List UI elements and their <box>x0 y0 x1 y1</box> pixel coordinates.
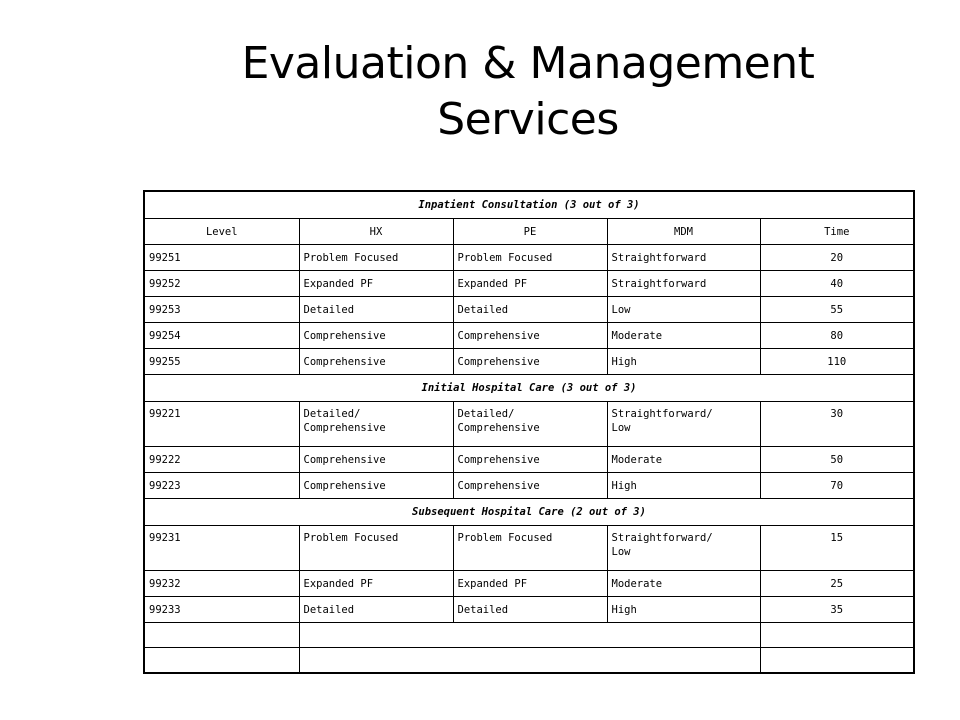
table-header-row <box>144 219 914 245</box>
header-mdm: MDM <box>607 219 760 245</box>
cell-level: 99221 <box>144 402 299 447</box>
cell-pe: Detailed/ Comprehensive <box>453 402 607 447</box>
table-row <box>144 271 914 297</box>
cell-mdm: Moderate <box>607 571 760 597</box>
cell-mdm: Straightforward <box>607 245 760 271</box>
cell-level: 99255 <box>144 349 299 375</box>
cell-pe: Comprehensive <box>453 323 607 349</box>
cell-time: 70 <box>760 473 914 499</box>
em-codes-table <box>143 190 915 674</box>
table-row <box>144 597 914 623</box>
cell-mdm: Moderate <box>607 447 760 473</box>
cell-mdm: Moderate <box>607 323 760 349</box>
cell-time: 110 <box>760 349 914 375</box>
cell-time: 35 <box>760 597 914 623</box>
section-row-initial-hospital-care <box>144 375 914 402</box>
cell-hx: Expanded PF <box>299 571 453 597</box>
cell-time: 55 <box>760 297 914 323</box>
empty-cell-merged <box>299 623 760 648</box>
cell-time: 25 <box>760 571 914 597</box>
empty-cell-merged <box>299 648 760 674</box>
section-title: Initial Hospital Care (3 out of 3) <box>144 375 914 402</box>
table-row <box>144 349 914 375</box>
section-title: Subsequent Hospital Care (2 out of 3) <box>144 499 914 526</box>
cell-level: 99254 <box>144 323 299 349</box>
cell-pe: Comprehensive <box>453 473 607 499</box>
cell-mdm: High <box>607 473 760 499</box>
cell-level: 99253 <box>144 297 299 323</box>
cell-mdm: Straightforward <box>607 271 760 297</box>
cell-mdm: Low <box>607 297 760 323</box>
section-row-subsequent-hospital-care <box>144 499 914 526</box>
cell-hx: Detailed/ Comprehensive <box>299 402 453 447</box>
empty-cell <box>144 648 299 674</box>
cell-pe: Problem Focused <box>453 245 607 271</box>
cell-mdm: High <box>607 349 760 375</box>
cell-level: 99222 <box>144 447 299 473</box>
cell-pe: Expanded PF <box>453 571 607 597</box>
section-row-inpatient-consultation <box>144 191 914 219</box>
cell-time: 30 <box>760 402 914 447</box>
cell-pe: Comprehensive <box>453 447 607 473</box>
slide-title-line-1: Evaluation & Management <box>241 38 815 89</box>
cell-time: 15 <box>760 526 914 571</box>
cell-pe: Detailed <box>453 297 607 323</box>
cell-level: 99233 <box>144 597 299 623</box>
header-pe: PE <box>453 219 607 245</box>
cell-hx: Problem Focused <box>299 526 453 571</box>
cell-hx: Comprehensive <box>299 473 453 499</box>
cell-hx: Comprehensive <box>299 349 453 375</box>
empty-cell <box>760 648 914 674</box>
slide-title-line-2: Services <box>437 94 619 145</box>
table-row <box>144 473 914 499</box>
cell-pe: Problem Focused <box>453 526 607 571</box>
cell-hx: Problem Focused <box>299 245 453 271</box>
header-hx: HX <box>299 219 453 245</box>
cell-hx: Detailed <box>299 597 453 623</box>
cell-hx: Detailed <box>299 297 453 323</box>
cell-pe: Detailed <box>453 597 607 623</box>
cell-hx: Comprehensive <box>299 447 453 473</box>
cell-time: 50 <box>760 447 914 473</box>
table-row <box>144 297 914 323</box>
empty-cell <box>760 623 914 648</box>
empty-cell <box>144 623 299 648</box>
cell-hx: Comprehensive <box>299 323 453 349</box>
cell-level: 99223 <box>144 473 299 499</box>
cell-time: 80 <box>760 323 914 349</box>
cell-mdm: Straightforward/ Low <box>607 402 760 447</box>
table-row <box>144 571 914 597</box>
table-row <box>144 447 914 473</box>
table-row <box>144 245 914 271</box>
table-row <box>144 323 914 349</box>
cell-time: 20 <box>760 245 914 271</box>
header-level: Level <box>144 219 299 245</box>
table-row <box>144 526 914 571</box>
cell-mdm: High <box>607 597 760 623</box>
cell-level: 99232 <box>144 571 299 597</box>
cell-pe: Comprehensive <box>453 349 607 375</box>
slide-title <box>0 36 960 148</box>
cell-hx: Expanded PF <box>299 271 453 297</box>
cell-pe: Expanded PF <box>453 271 607 297</box>
section-title: Inpatient Consultation (3 out of 3) <box>144 191 914 219</box>
table-row <box>144 402 914 447</box>
cell-mdm: Straightforward/ Low <box>607 526 760 571</box>
cell-level: 99231 <box>144 526 299 571</box>
header-time: Time <box>760 219 914 245</box>
cell-level: 99251 <box>144 245 299 271</box>
empty-row <box>144 648 914 674</box>
cell-level: 99252 <box>144 271 299 297</box>
cell-time: 40 <box>760 271 914 297</box>
empty-row <box>144 623 914 648</box>
